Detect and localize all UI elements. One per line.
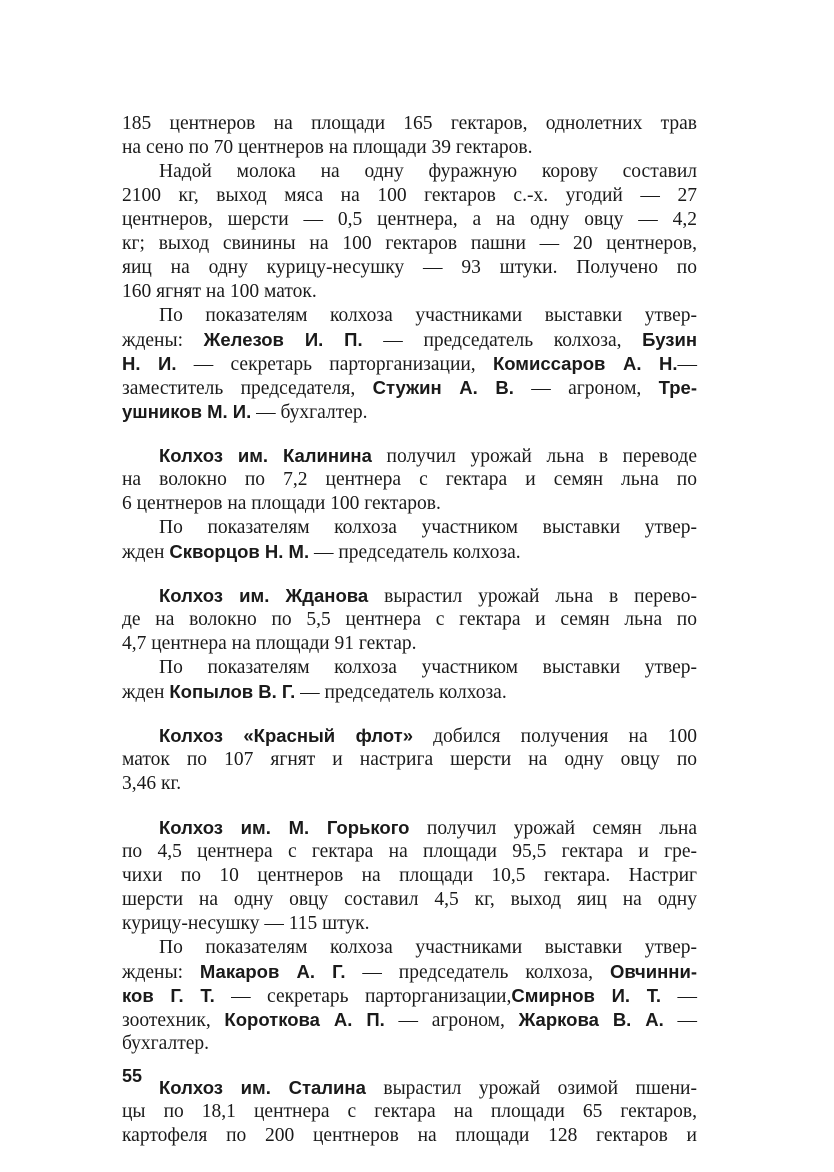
text-run: — секретарь парторганизации, [176, 354, 493, 375]
text-run: картофеля по 200 центнеров на площади 128 гектаров и [122, 1125, 697, 1146]
bold-name: Копылов В. Г. [169, 681, 296, 702]
text-line [122, 492, 697, 516]
text-run: По показателям колхоза участником выставки утвер- [159, 657, 697, 678]
text-run: — агроном, [513, 378, 659, 399]
text-line [122, 1100, 697, 1124]
text-run: зоотехник, [122, 1010, 225, 1031]
text-run: 3,46 кг. [122, 773, 182, 794]
text-run: 4,7 центнера на площади 91 гектар. [122, 633, 417, 654]
text-line [122, 960, 697, 984]
text-run: ждены: [122, 330, 204, 351]
text-line [122, 208, 697, 232]
text-run: 185 центнеров на площади 165 гектаров, однолетних трав [122, 113, 697, 134]
text-run: на сено по 70 центнеров на площади 39 гектаров. [122, 137, 533, 158]
text-line [122, 112, 697, 136]
text-run: бухгалтер. [122, 1033, 210, 1054]
text-line [122, 280, 697, 304]
bold-name: Комиссаров А. Н. [492, 353, 678, 374]
text-run: — бухгалтер. [251, 402, 368, 423]
text-line [122, 680, 697, 704]
bold-name: Колхоз им. Сталина [159, 1077, 366, 1098]
bold-name: Стужин А. В. [372, 377, 514, 398]
text-line [122, 160, 697, 184]
text-run: на волокно по 7,2 центнера с гектара и семян льна по [122, 469, 697, 490]
text-run: заместитель председателя, [122, 378, 373, 399]
text-run: — секретарь парторганизации, [214, 986, 512, 1007]
text-line [122, 984, 697, 1008]
text-line [122, 840, 697, 864]
bold-name: Овчинни- [609, 961, 697, 982]
text-run: жден [122, 682, 170, 703]
text-run: По показателям колхоза участниками выставки утвер- [159, 937, 697, 958]
text-run: вырастил урожай озимой пшени- [365, 1078, 697, 1099]
text-run: жден [122, 542, 170, 563]
text-run: получил урожай льна в переводе [371, 446, 697, 467]
bold-name: Жаркова В. А. [518, 1009, 664, 1030]
text-run: 2100 кг, выход мяса на 100 гектаров с.-х. угодий — 27 [122, 185, 697, 206]
text-line [122, 376, 697, 400]
page-number: 55 [122, 1066, 143, 1086]
bold-name: Короткова А. П. [224, 1009, 385, 1030]
text-line [122, 352, 697, 376]
paragraph [122, 936, 697, 1056]
text-line [122, 936, 697, 960]
text-line [122, 816, 697, 840]
bold-name: ушников М. И. [122, 401, 252, 422]
text-line [122, 256, 697, 280]
text-run: маток по 107 ягнят и настрига шерсти на одну овцу по [122, 749, 697, 770]
text-run: получил урожай семян льна [409, 818, 698, 839]
text-run: по 4,5 центнера с гектара на площади 95,5 гектара и гре- [122, 841, 697, 862]
bold-name: Смирнов И. Т. [511, 985, 662, 1006]
text-line [122, 516, 697, 540]
text-line [122, 540, 697, 564]
text-run: — [677, 354, 697, 375]
bold-name: Колхоз им. Калинина [159, 445, 372, 466]
text-line [122, 304, 697, 328]
text-run: — председатель колхоза. [295, 682, 507, 703]
text-line [122, 748, 697, 772]
text-run: кг; выход свинины на 100 гектаров пашни — 20 центнеров, [122, 233, 697, 254]
text-run: 6 центнеров на площади 100 гектаров. [122, 493, 441, 514]
text-run: По показателям колхоза участниками выставки утвер- [159, 305, 697, 326]
text-line [122, 1124, 697, 1148]
text-run: — председатель колхоза. [309, 542, 521, 563]
text-line [122, 912, 697, 936]
text-line [122, 864, 697, 888]
text-run: — председатель колхоза, [362, 330, 643, 351]
text-line [122, 136, 697, 160]
text-line [122, 888, 697, 912]
text-run: чихи по 10 центнеров на площади 10,5 гектара. Настриг [122, 865, 697, 886]
text-run: цы по 18,1 центнера с гектара на площади 65 гектаров, [122, 1101, 697, 1122]
text-run: — [663, 1010, 697, 1031]
paragraph [122, 1076, 697, 1148]
paragraph [122, 160, 697, 304]
text-run: де на волокно по 5,5 центнера с гектара и семян льна по [122, 609, 697, 630]
text-line [122, 184, 697, 208]
paragraph [122, 444, 697, 516]
text-line [122, 656, 697, 680]
text-run: яиц на одну курицу-несушку — 93 штуки. Получено по [122, 257, 697, 278]
text-run: шерсти на одну овцу составил 4,5 кг, выход яиц на одну [122, 889, 697, 910]
text-line [122, 584, 697, 608]
paragraph [122, 112, 697, 160]
text-line [122, 632, 697, 656]
text-run: центнеров, шерсти — 0,5 центнера, а на одну овцу — 4,2 [122, 209, 697, 230]
paragraph [122, 304, 697, 424]
text-line [122, 468, 697, 492]
bold-name: Скворцов Н. М. [169, 541, 310, 562]
text-line [122, 1008, 697, 1032]
paragraph [122, 816, 697, 936]
text-line [122, 232, 697, 256]
bold-name: Н. И. [122, 353, 177, 374]
paragraph [122, 516, 697, 564]
text-run: По показателям колхоза участником выставки утвер- [159, 517, 697, 538]
text-line [122, 608, 697, 632]
text-line [122, 328, 697, 352]
bold-name: Колхоз им. Жданова [159, 585, 369, 606]
bold-name: ков Г. Т. [122, 985, 215, 1006]
text-run: — [661, 986, 697, 1007]
text-run: — агроном, [384, 1010, 519, 1031]
text-line [122, 1032, 697, 1056]
bold-name: Макаров А. Г. [199, 961, 346, 982]
text-line [122, 772, 697, 796]
bold-name: Тре- [658, 377, 698, 398]
text-line [122, 444, 697, 468]
text-run: ждены: [122, 962, 200, 983]
text-run: курицу-несушку — 115 штук. [122, 913, 370, 934]
text-run: — председатель колхоза, [345, 962, 610, 983]
paragraph [122, 724, 697, 796]
bold-name: Железов И. П. [203, 329, 363, 350]
text-run: Надой молока на одну фуражную корову составил [159, 161, 697, 182]
text-run: добился получения на 100 [413, 726, 697, 747]
text-line [122, 724, 697, 748]
text-run: вырастил урожай льна в перево- [368, 586, 697, 607]
text-line [122, 1076, 697, 1100]
text-run: 160 ягнят на 100 маток. [122, 281, 317, 302]
document-body [122, 112, 697, 1148]
text-line [122, 400, 697, 424]
bold-name: Колхоз «Красный флот» [159, 725, 413, 746]
paragraph [122, 584, 697, 656]
bold-name: Колхоз им. М. Горького [159, 817, 410, 838]
bold-name: Бузин [642, 329, 697, 350]
paragraph [122, 656, 697, 704]
